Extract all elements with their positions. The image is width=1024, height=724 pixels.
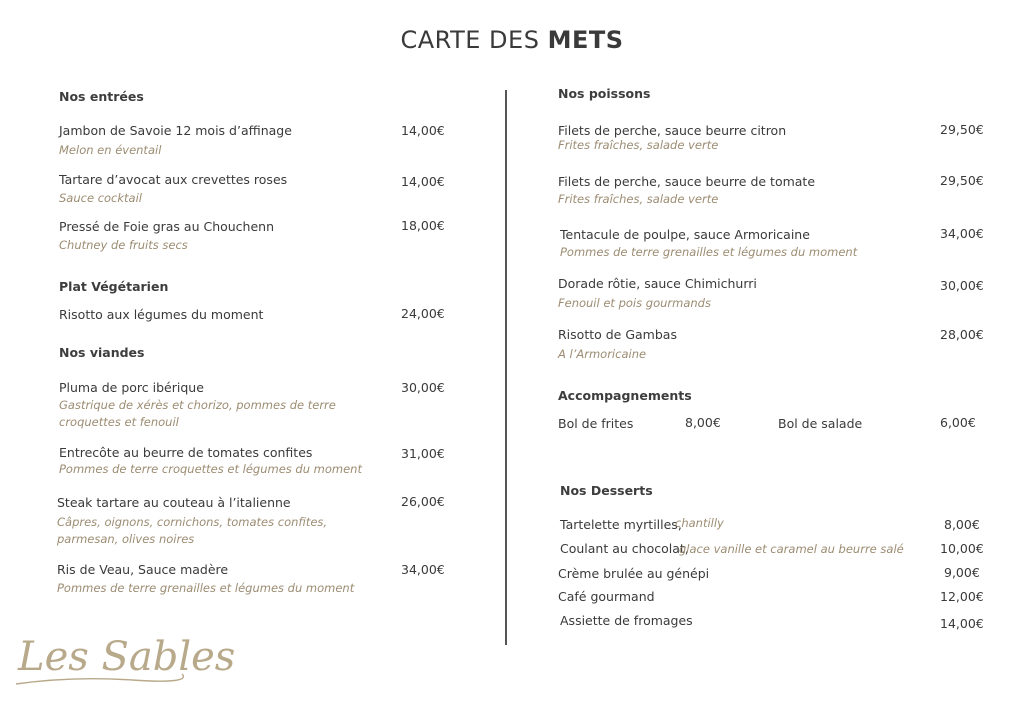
dish-name: Bol de salade <box>778 416 863 431</box>
dish-name: Dorade rôtie, sauce Chimichurri <box>558 276 757 291</box>
dish-description: Pommes de terre croquettes et légumes du moment <box>59 462 362 476</box>
dish-description: croquettes et fenouil <box>59 415 179 429</box>
dish-price: 30,00€ <box>401 380 445 395</box>
dish-description: Pommes de terre grenailles et légumes du moment <box>560 245 858 259</box>
section-heading-accompagnements: Accompagnements <box>558 388 692 403</box>
dish-name: Bol de frites <box>558 416 634 431</box>
dish-name: Crème brulée au génépi <box>558 566 710 581</box>
title-bold: METS <box>547 26 624 54</box>
dish-price: 12,00€ <box>940 589 984 604</box>
dish-description: Pommes de terre grenailles et légumes du moment <box>57 581 355 595</box>
dish-description: glace vanille et caramel au beurre salé <box>679 542 904 556</box>
column-divider <box>505 90 507 645</box>
dish-description: Fenouil et pois gourmands <box>558 296 711 310</box>
dish-description: Frites fraîches, salade verte <box>558 138 719 152</box>
logo-text: Les Sables <box>18 634 236 680</box>
dish-price: 9,00€ <box>944 565 980 580</box>
dish-name: Entrecôte au beurre de tomates confites <box>59 445 313 460</box>
dish-name: Ris de Veau, Sauce madère <box>57 562 229 577</box>
dish-price: 29,50€ <box>940 173 984 188</box>
dish-price: 8,00€ <box>944 517 980 532</box>
dish-name: Risotto aux légumes du moment <box>59 307 264 322</box>
dish-price: 34,00€ <box>401 562 445 577</box>
dish-description: Sauce cocktail <box>59 191 142 205</box>
dish-description: Gastrique de xérès et chorizo, pommes de terre <box>59 398 336 412</box>
dish-description: Frites fraîches, salade verte <box>558 192 719 206</box>
dish-price: 14,00€ <box>401 174 445 189</box>
page-title <box>0 26 1024 54</box>
dish-name: Tartelette myrtilles, <box>560 517 682 532</box>
section-heading-poissons: Nos poissons <box>558 86 651 101</box>
dish-price: 24,00€ <box>401 306 445 321</box>
dish-name: Jambon de Savoie 12 mois d’affinage <box>59 123 292 138</box>
dish-name: Assiette de fromages <box>560 613 693 628</box>
dish-description: Chutney de fruits secs <box>59 238 188 252</box>
dish-description: chantilly <box>675 516 724 530</box>
dish-name: Filets de perche, sauce beurre citron <box>558 123 787 138</box>
dish-description: Melon en éventail <box>59 143 162 157</box>
dish-description: Câpres, oignons, cornichons, tomates confites, <box>57 515 328 529</box>
dish-name: Tentacule de poulpe, sauce Armoricaine <box>560 227 810 242</box>
dish-name: Pluma de porc ibérique <box>59 380 204 395</box>
dish-price: 34,00€ <box>940 226 984 241</box>
dish-price: 18,00€ <box>401 218 445 233</box>
dish-name: Filets de perche, sauce beurre de tomate <box>558 174 816 189</box>
dish-name: Steak tartare au couteau à l’italienne <box>57 495 291 510</box>
dish-price: 14,00€ <box>401 123 445 138</box>
les-sables-logo <box>12 618 236 693</box>
dish-price: 14,00€ <box>940 616 984 631</box>
dish-description: A l’Armoricaine <box>558 347 647 361</box>
dish-name: Coulant au chocolat, <box>560 541 689 556</box>
section-heading-desserts: Nos Desserts <box>560 483 653 498</box>
section-heading-entrees: Nos entrées <box>59 89 144 104</box>
dish-description: parmesan, olives noires <box>57 532 195 546</box>
dish-price: 28,00€ <box>940 327 984 342</box>
dish-price: 26,00€ <box>401 494 445 509</box>
dish-price: 8,00€ <box>685 415 721 430</box>
title-light: CARTE DES <box>400 26 548 54</box>
dish-name: Pressé de Foie gras au Chouchenn <box>59 219 275 234</box>
dish-name: Tartare d’avocat aux crevettes roses <box>59 172 288 187</box>
dish-name: Café gourmand <box>558 589 655 604</box>
dish-name: Risotto de Gambas <box>558 327 677 342</box>
dish-price: 31,00€ <box>401 446 445 461</box>
dish-price: 30,00€ <box>940 278 984 293</box>
dish-price: 6,00€ <box>940 415 976 430</box>
section-heading-vegetarien: Plat Végétarien <box>59 279 169 294</box>
dish-price: 29,50€ <box>940 122 984 137</box>
dish-price: 10,00€ <box>940 541 984 556</box>
section-heading-viandes: Nos viandes <box>59 345 145 360</box>
